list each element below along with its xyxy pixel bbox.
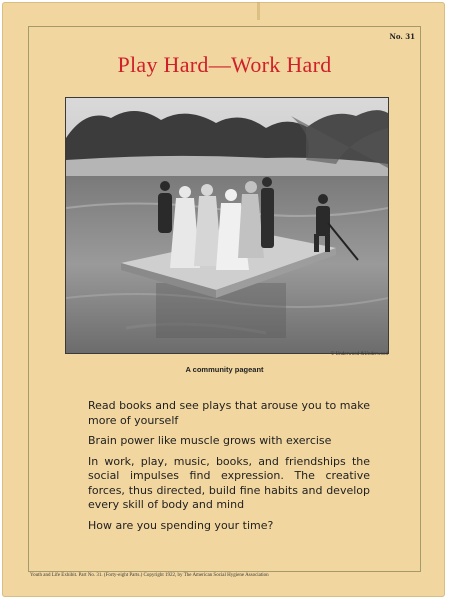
body-text [88,399,370,539]
pageant-photo-image [66,98,388,353]
poster-title: Play Hard—Work Hard [117,52,332,77]
pageant-photo [65,97,389,354]
tack-mark [257,2,260,20]
poster-number: No. 31 [389,32,415,41]
paragraph-social-impulses: In work, play, music, books, and friendships the social impulses find expression. The creative forces, thus directed, build fine habits and develop every skill of body and mind [88,454,370,511]
photo-caption: A community pageant [185,365,264,374]
photo-credit: © Underwood &Underwood [330,352,388,357]
footer-copyright: Youth and Life Exhibit. Part No. 31. (Forty-eight Parts.) Copyright 1922, by The American Social Hygiene Association [30,573,269,578]
paragraph-brain-power: Brain power like muscle grows with exercise [88,434,332,447]
paragraph-read-books: Read books and see plays that arouse you to make more of yourself [88,399,370,427]
paragraph-question: How are you spending your time? [88,518,274,532]
